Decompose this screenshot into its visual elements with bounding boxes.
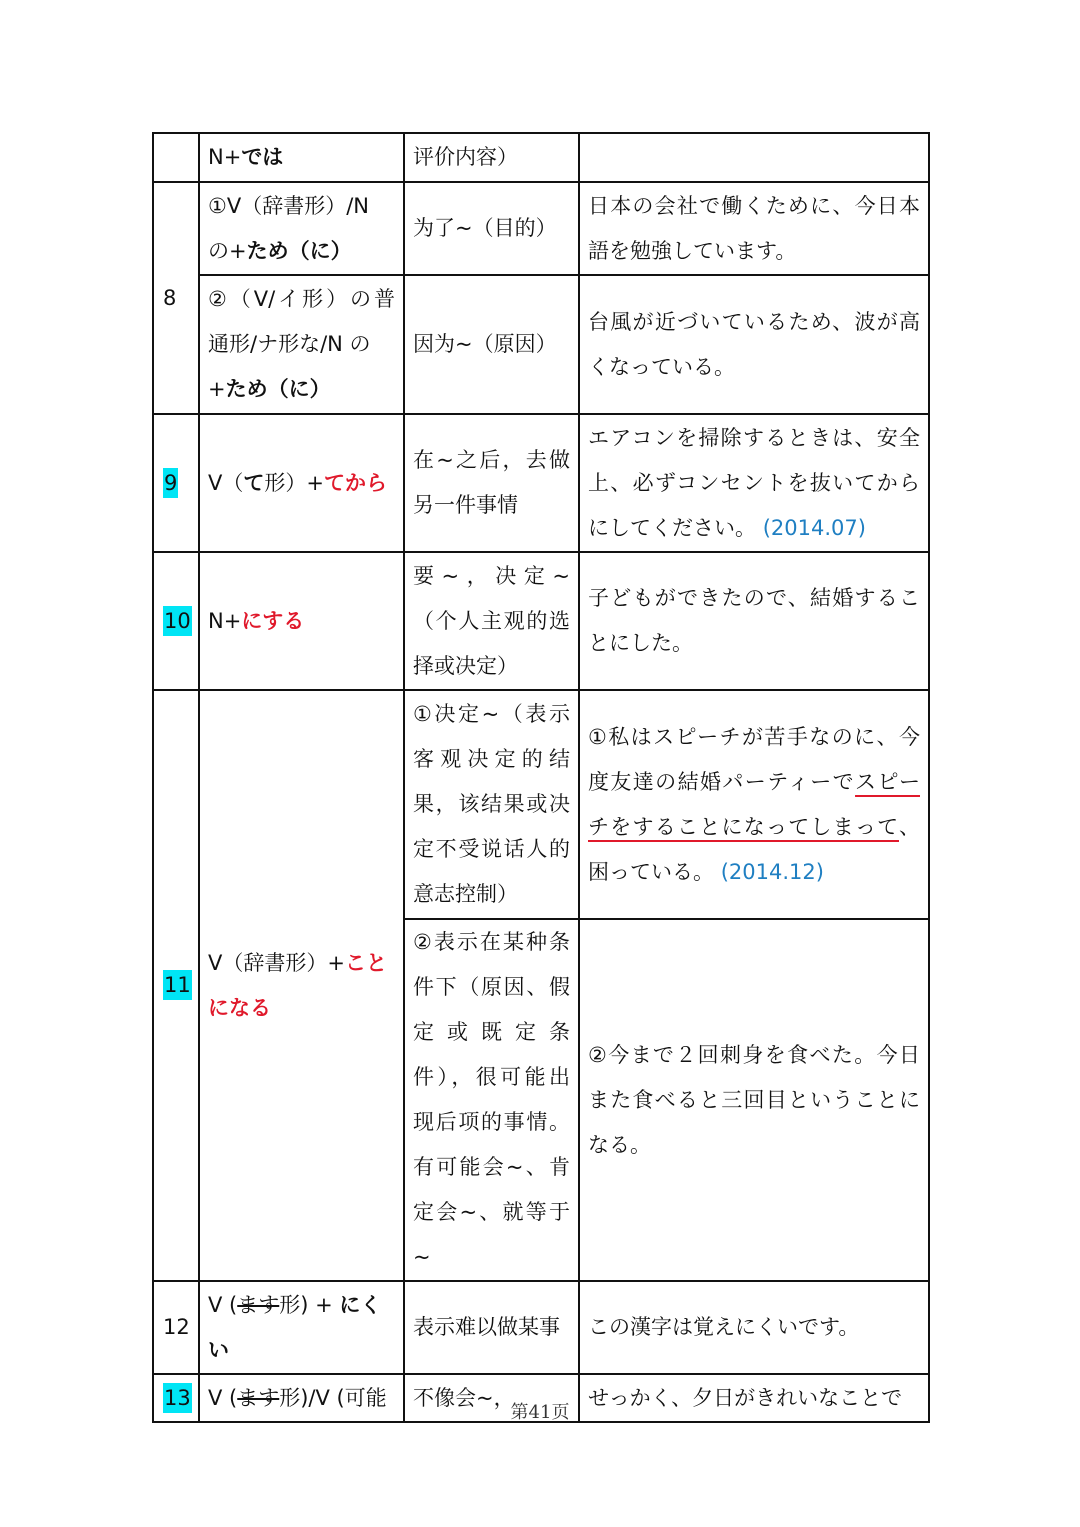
grammar-keyword: ため（に）	[246, 238, 352, 263]
example-cell: この漢字は覚えにくいです。	[579, 1281, 929, 1374]
page-number: 第41页	[510, 1402, 570, 1423]
struck-text: ます	[237, 1292, 280, 1317]
number-highlight: 9	[163, 468, 178, 498]
example-text: 、困っている。	[588, 814, 920, 884]
grammar-text: +	[208, 377, 226, 401]
example-cell	[579, 690, 929, 919]
number-cell	[153, 133, 199, 182]
example-cell	[579, 133, 929, 182]
example-cell: せっかく、夕日がきれいなことで	[579, 1374, 929, 1422]
number-cell: 12	[153, 1281, 199, 1374]
grammar-text: ①V（辞書形）/N	[208, 193, 369, 218]
meaning-cell: 因为~（原因）	[404, 275, 579, 414]
example-cell: ②今まで２回刺身を食べた。今日また食べると三回目ということになる。	[579, 919, 929, 1281]
meaning-cell: ①决定~（表示客观决定的结果，该结果或决定不受说话人的意志控制）	[404, 690, 579, 919]
meaning-cell: 在~之后，去做另一件事情	[404, 414, 579, 552]
struck-text: ます	[237, 1385, 280, 1410]
example-cell	[579, 414, 929, 552]
grammar-keyword: ことになる	[208, 950, 387, 1020]
table-row	[153, 1281, 929, 1374]
grammar-keyword: にする	[241, 608, 305, 633]
meaning-cell: 要~，决定~（个人主观的选择或决定）	[404, 552, 579, 690]
meaning-cell: 评价内容）	[404, 133, 579, 182]
exam-date: (2014.07)	[762, 515, 866, 540]
grammar-text: ②（V/イ形）の普通形/ナ形な/N の	[208, 287, 395, 356]
number-cell	[153, 414, 199, 552]
grammar-table	[152, 132, 930, 1423]
grammar-cell	[199, 182, 404, 275]
table-row	[153, 552, 929, 690]
grammar-text: 形) +	[279, 1292, 340, 1317]
number-highlight: 10	[163, 606, 192, 636]
grammar-keyword: てから	[323, 470, 387, 495]
table-row	[153, 690, 929, 919]
number-cell: 8	[153, 182, 199, 414]
number-cell	[153, 552, 199, 690]
example-text: ①私はスピーチが苦手なのに、今度友達の結婚パーティーで	[588, 724, 920, 794]
table-row	[153, 133, 929, 182]
underlined-example: スピーチをすることになってしまって	[588, 769, 920, 839]
grammar-text: N+	[208, 145, 242, 169]
example-text: エアコンを掃除するときは、安全上、必ずコンセントを抜いてからにしてください。	[588, 425, 920, 540]
grammar-text: 形)/V (可能	[279, 1385, 387, 1410]
grammar-cell	[199, 552, 404, 690]
grammar-keyword: ため（に）	[225, 377, 331, 401]
meaning-cell: 表示难以做某事	[404, 1281, 579, 1374]
table-row	[153, 275, 929, 414]
grammar-cell	[199, 133, 404, 182]
number-cell	[153, 690, 199, 1281]
example-cell: 日本の会社で働くために、今日本語を勉強しています。	[579, 182, 929, 275]
grammar-text: V (	[208, 1385, 238, 1410]
grammar-keyword: て	[243, 470, 265, 495]
grammar-cell	[199, 414, 404, 552]
table-row	[153, 182, 929, 275]
meaning-cell: 为了~（目的）	[404, 182, 579, 275]
meaning-cell: 不像会~，	[404, 1374, 579, 1422]
grammar-cell	[199, 275, 404, 414]
grammar-text: V（辞書形）+	[208, 950, 345, 975]
example-cell: 台風が近づいているため、波が高くなっている。	[579, 275, 929, 414]
grammar-text: 形）+	[264, 470, 324, 495]
table-row	[153, 414, 929, 552]
grammar-keyword: にくい	[208, 1292, 382, 1362]
number-highlight: 13	[163, 1383, 192, 1413]
grammar-text: V (	[208, 1292, 238, 1317]
grammar-cell	[199, 1281, 404, 1374]
exam-date: (2014.12)	[720, 859, 824, 884]
grammar-text: V（	[208, 470, 244, 495]
example-cell: 子どもができたので、結婚することにした。	[579, 552, 929, 690]
number-highlight: 11	[163, 970, 192, 1000]
grammar-text: N+	[208, 608, 242, 633]
meaning-cell: ②表示在某种条件下（原因、假定或既定条件），很可能出现后项的事情。有可能会~、肯定会~、就等于~	[404, 919, 579, 1281]
grammar-text: の+	[208, 238, 247, 263]
grammar-keyword: では	[241, 145, 284, 169]
grammar-cell	[199, 690, 404, 1281]
